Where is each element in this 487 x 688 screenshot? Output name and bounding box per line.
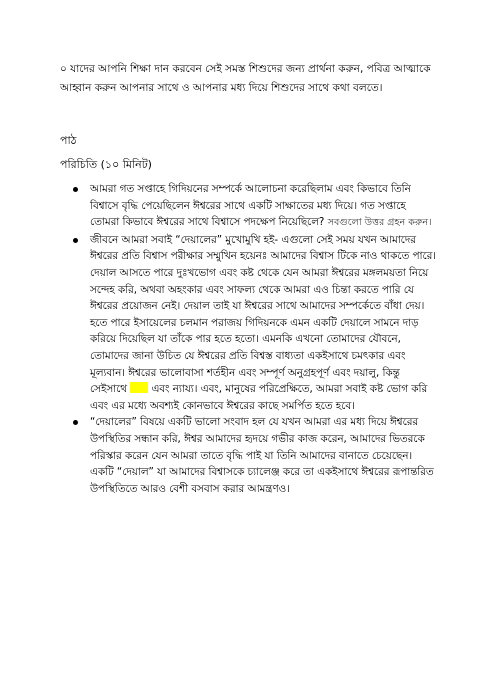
bullet-1-text: আমরা গত সপ্তাহে গিদিয়নের সম্পর্কে আলোচনা করেছিলাম এবং কিভাবে তিনি বিশ্বাসে বৃদ্ধি পেয়েছিলেন ঈশ্বরের সাথে একটি সাক্ষাতের মধ্য দিয়ে। গত সপ্তাহে তোমরা কিভাবে ঈশ্বরের সাথে বিশ্বাসে পদক্ষেপ নিয়েছিলে? — [90, 183, 411, 229]
bullet-3-text: “দেয়ালের” বিষয়ে একটি ভালো সংবাদ হল যে যখন আমরা এর মধ্য দিয়ে ঈশ্বরের উপস্থিতির সন্ধান করি, ঈশ্বর আমাদের হৃদয়ে গভীর কাজ করেন, আমাদের ভিতরকে পরিস্কার করেন যেন আমরা তাতে বৃদ্ধি পাই যা তিনি আমাদের বানাতে চেয়েছেন। একটি “দেয়াল” যা আমাদের বিশ্বাসকে চ্যালেঞ্জ করে তা একইসাথে ঈশ্বরের রূপান্তরিত উপস্থিতিতে আরও বেশী বসবাস করার আমন্ত্রণও। — [90, 416, 434, 495]
bullet-2-text-after: এবং ন্যায্য। এবং, মানুষের পরিপ্রেক্ষিতে, আমরা সবাই কষ্ট ভোগ করি এবং এর মধ্যে অবশ্যই কোনভাবে ঈশ্বরের কাছে সমর্পিত হতে হবে। — [90, 383, 428, 412]
intro-paragraph: ০ যাদের আপনি শিক্ষা দান করবেন সেই সমস্ত শিশুদের জন্য প্রার্থনা করুন, পবিত্র আত্মাকে আহ্বান করুন আপনার সাথে ও আপনার মধ্য দিয়ে শিশুদের সাথে কথা বলতে। — [60, 63, 431, 94]
list-item — [72, 181, 438, 232]
highlight-mark — [130, 382, 148, 393]
section-title: পাঠ — [60, 134, 77, 147]
bullet-1-note: সবগুলো উত্তর গ্রহন করুন। — [327, 217, 432, 229]
bullet-list — [72, 181, 438, 497]
list-item — [72, 232, 438, 415]
section-subtitle: পরিচিতি (১০ মিনিট) — [60, 158, 152, 171]
list-item — [72, 414, 438, 497]
bullet-2-text-before: জীবনে আমরা সবাই “দেয়ালের” মুখোমুখি হই- এগুলো সেই সময় যখন আমাদের ঈশ্বরের প্রতি বিশ্বাস পরীক্ষার সম্মুখিন হয়েনঃ আমাদের বিশ্বাস টিকে নাও থাকতে পারে। দেয়াল আসতে পারে দুঃখভোগ এবং কষ্ট থেকে যেন আমরা ঈশ্বরের মঙ্গলময়তা নিয়ে সন্দেহ করি, অথবা অহংকার এবং সাফল্য থেকে আমরা এও চিন্তা করতে পারি যে ঈশ্বরের প্রয়োজন নেই। দেয়াল তাই যা ঈশ্বরের সাথে আমাদের সম্পর্কেতে বাঁধা দেয়। হতে পারে ইসায়েলের চলমান পরাজয় গিদিয়নকে এমন একটি দেয়ালে সামনে দাড় করিয়ে দিয়েছিল যা তাঁকে পার হতে হতো। এমনকি এখনো তোমাদের যৌবনে, তোমাদের জানা উচিত যে ঈশ্বরের প্রতি বিশ্বস্ত বাধ্যতা একইসাথে চমৎকার এবং মূল্যবান। ঈশ্বরের ভালোবাসা শর্তহীন এবং সম্পূর্ণ অনুগ্রহপূর্ণ এবং দয়ালু, কিন্তু সেইসাথে — [90, 233, 436, 396]
